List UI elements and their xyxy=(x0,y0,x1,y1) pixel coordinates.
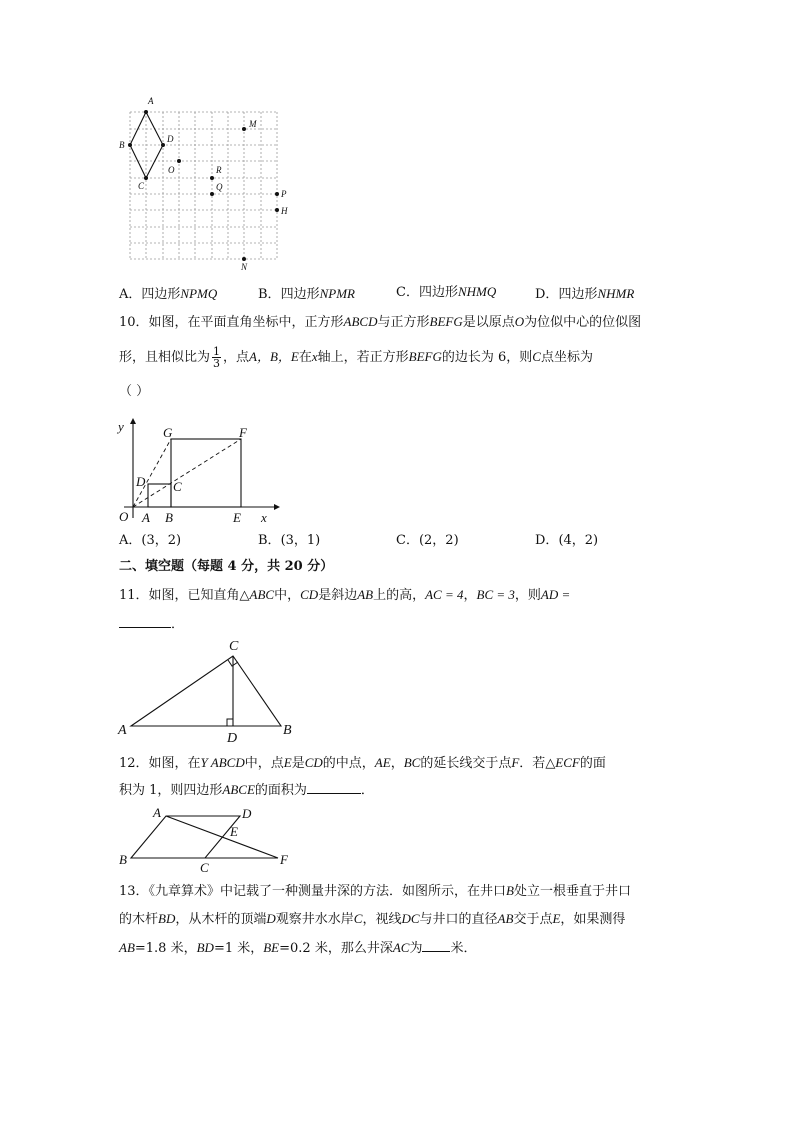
q10-option-b[interactable]: B．(3，1) xyxy=(258,533,321,548)
q9-label-n: N xyxy=(241,262,248,272)
q13-text-line3: AB=1.8 米，BD=1 米，BE=0.2 米，那么井深AC为 米． xyxy=(119,940,477,956)
q12-text-line2: 积为 1，则四边形ABCE的面积为 ． xyxy=(119,782,374,798)
q10-text-line2: 形，且相似比为 $\frac{1}{3}$ ，点A，B，E在x轴上，若正方形BEFG的边长为 6，则C点坐标为 xyxy=(119,345,593,370)
q10-label-x: x xyxy=(261,510,267,525)
q10-option-a[interactable]: A．(3，2) xyxy=(119,533,182,548)
q9-label-d: D xyxy=(167,134,174,144)
q9-option-d[interactable]: D．四边形NHMR xyxy=(535,286,635,302)
q9-label-a: A xyxy=(148,96,154,106)
q11-text-line2: ． xyxy=(119,614,184,634)
q10-text-line1: 10．如图，在平面直角坐标中，正方形ABCD与正方形BEFG是以原点O为位似中心的位似图 xyxy=(119,314,642,330)
q10-fraction: $\frac{1}{3}$ xyxy=(213,345,221,370)
q13-text-line1: 13．《九章算术》中记载了一种测量井深的方法．如图所示，在井口B处立一根垂直于井口 xyxy=(119,883,632,899)
q10-label-a: A xyxy=(142,510,150,525)
q12-label-c: C xyxy=(200,860,209,875)
q9-label-o: O xyxy=(168,165,175,175)
q9-label-c: C xyxy=(138,181,145,191)
q9-label-q: Q xyxy=(216,182,223,192)
q10-label-y: y xyxy=(118,419,124,434)
q11-label-c: C xyxy=(229,639,239,654)
q10-label-f: F xyxy=(239,425,247,440)
q12-label-f: F xyxy=(280,852,288,867)
q12-label-b: B xyxy=(119,852,127,867)
q9-label-r: R xyxy=(216,165,222,175)
q10-label-b: B xyxy=(165,510,173,525)
q10-label-o: O xyxy=(119,509,129,524)
q11-text-line1: 11．如图，已知直角△ABC中，CD是斜边AB上的高，AC = 4，BC = 3，则AD = xyxy=(119,587,571,603)
q12-label-e: E xyxy=(230,824,238,839)
q10-label-d: D xyxy=(136,474,146,489)
q10-option-c[interactable]: C．(2，2) xyxy=(396,533,459,548)
q12-label-a: A xyxy=(153,805,161,820)
q9-option-c[interactable]: C．四边形NHMQ xyxy=(396,284,497,300)
section-2-heading: 二、填空题（每题 4 分，共 20 分） xyxy=(119,559,334,574)
q13-text-line2: 的木杆BD，从木杆的顶端D观察井水水岸C，视线DC与井口的直径AB交于点E，如果测得 xyxy=(119,911,626,927)
q9-option-a[interactable]: A．四边形NPMQ xyxy=(119,286,218,302)
q9-label-p: P xyxy=(281,189,287,199)
q10-label-c: C xyxy=(173,479,182,494)
q11-label-d: D xyxy=(227,731,238,746)
q11-label-b: B xyxy=(283,723,292,738)
q12-line-ae xyxy=(166,816,278,858)
q13-answer-blank[interactable] xyxy=(422,938,450,952)
q12-label-d: D xyxy=(242,806,252,821)
q12-parallelogram-abcd xyxy=(131,816,240,858)
q10-option-d[interactable]: D．(4，2) xyxy=(535,533,599,548)
q9-option-b[interactable]: B．四边形NPMR xyxy=(258,286,355,302)
q9-label-h: H xyxy=(281,206,288,216)
q9-label-m: M xyxy=(249,119,257,129)
q10-answer-paren: （ ） xyxy=(119,384,150,399)
q10-label-g: G xyxy=(163,425,173,440)
q11-label-a: A xyxy=(118,723,127,738)
q10-label-e: E xyxy=(233,510,241,525)
q12-text-line1: 12．如图，在Y ABCD中，点E是CD的中点，AE，BC的延长线交于点F．若△ECF的面 xyxy=(119,755,606,771)
q9-label-b: B xyxy=(119,140,125,150)
